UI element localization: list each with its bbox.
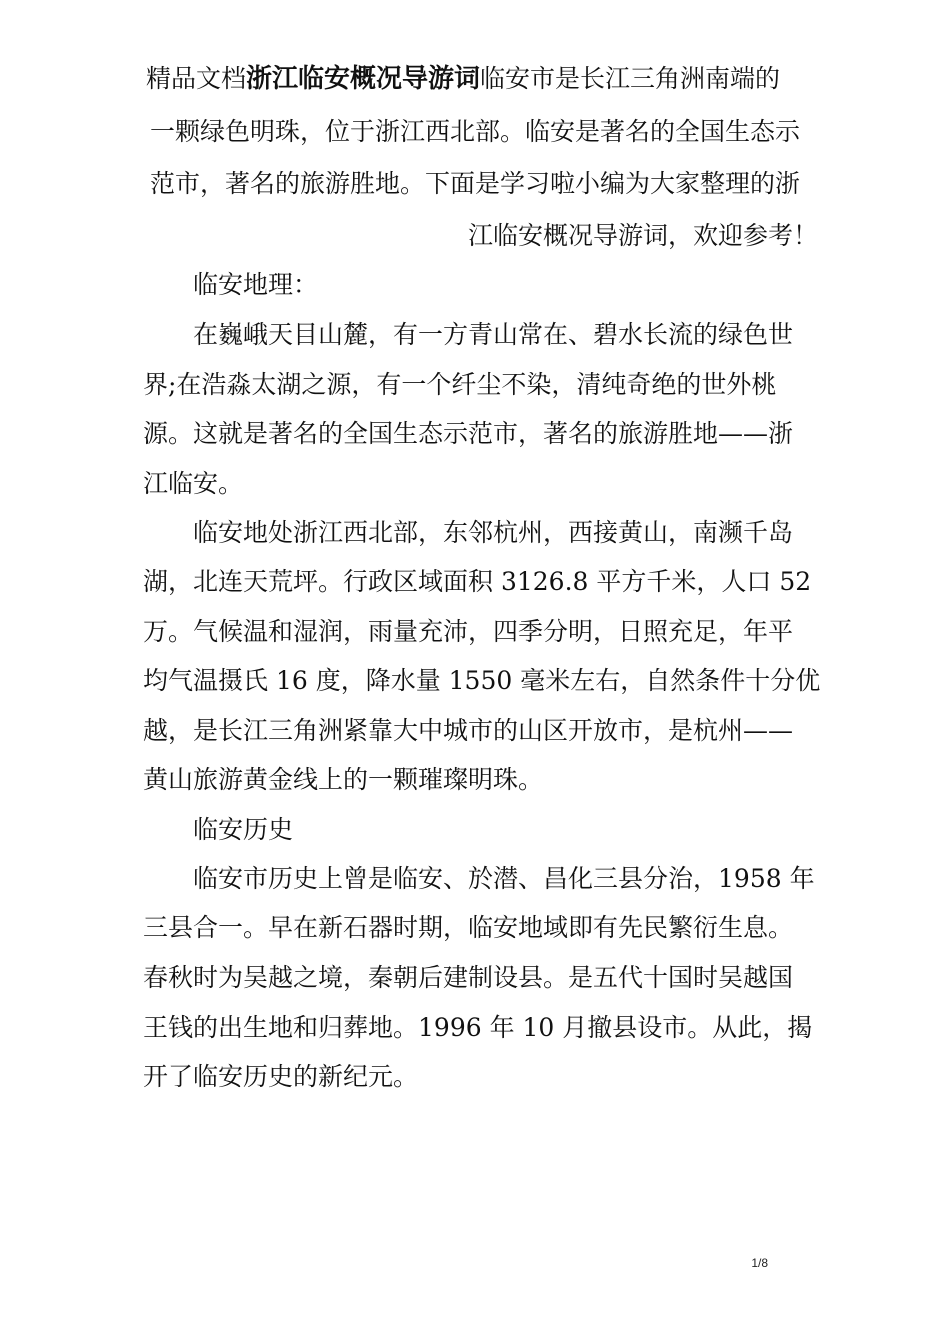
section-heading-geography: 临安地理：: [193, 270, 319, 299]
paragraph-line: 江临安。: [143, 469, 244, 498]
paragraph-line: 春秋时为吴越之境，秦朝后建制设县。是五代十国时吴越国: [143, 963, 794, 992]
intro-line-1: [146, 64, 780, 94]
intro-line-2: 一颗绿色明珠，位于浙江西北部。临安是著名的全国生态示: [150, 117, 801, 146]
intro-line-4: 江临安概况导游词，欢迎参考！: [468, 221, 819, 250]
page-number: 1/8: [751, 1256, 768, 1270]
paragraph-line: 越，是长江三角洲紧靠大中城市的山区开放市，是杭州——: [143, 716, 794, 745]
paragraph-line: 三县合一。早在新石器时期，临安地域即有先民繁衍生息。: [143, 913, 794, 942]
paragraph-line: 界;在浩淼太湖之源，有一个纤尘不染，清纯奇绝的世外桃: [143, 370, 777, 399]
intro-line-3: 范市，著名的旅游胜地。下面是学习啦小编为大家整理的浙: [150, 169, 801, 198]
paragraph-line: 临安市历史上曾是临安、於潜、昌化三县分治，1958 年: [193, 864, 815, 893]
paragraph-line: 均气温摄氏 16 度，降水量 1550 毫米左右，自然条件十分优: [143, 666, 821, 695]
doc-prefix: 精品文档: [146, 64, 247, 93]
paragraph-line: 黄山旅游黄金线上的一颗璀璨明珠。: [143, 765, 544, 794]
paragraph-line: 万。气候温和湿润，雨量充沛，四季分明，日照充足，年平: [143, 617, 794, 646]
paragraph-line: 源。这就是著名的全国生态示范市，著名的旅游胜地——浙: [143, 419, 794, 448]
paragraph-line: 王钱的出生地和归葬地。1996 年 10 月撤县设市。从此，揭: [143, 1013, 813, 1042]
paragraph-line: 开了临安历史的新纪元。: [143, 1062, 419, 1091]
doc-title: 浙江临安概况导游词: [246, 64, 481, 94]
intro-text-1: 临安市是长江三角洲南端的: [480, 64, 781, 93]
section-heading-history: 临安历史: [193, 815, 294, 844]
paragraph-line: 临安地处浙江西北部，东邻杭州，西接黄山，南濒千岛: [193, 518, 794, 547]
paragraph-line: 在巍峨天目山麓，有一方青山常在、碧水长流的绿色世: [193, 320, 794, 349]
paragraph-line: 湖，北连天荒坪。行政区域面积 3126.8 平方千米，人口 52: [143, 567, 812, 596]
